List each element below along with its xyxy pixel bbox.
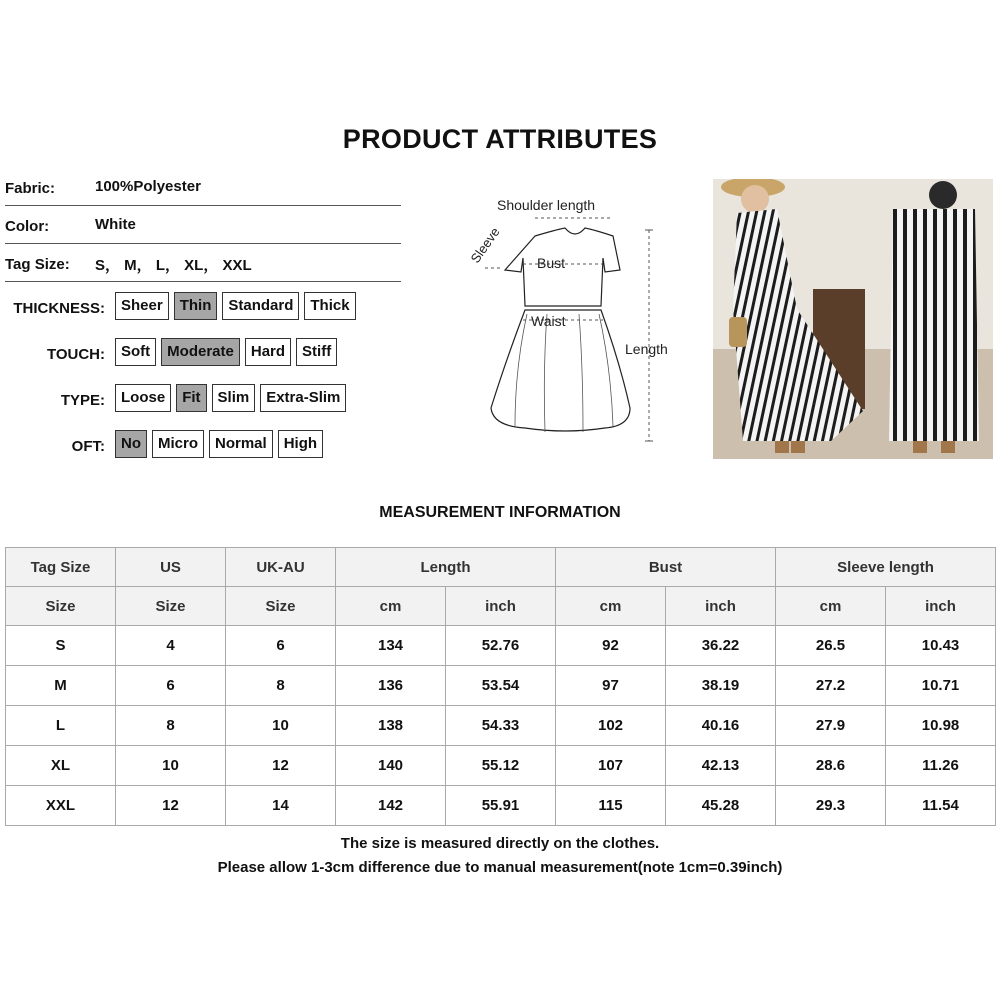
table-cell: 26.5 xyxy=(776,626,886,666)
table-cell: 10.43 xyxy=(886,626,996,666)
shoulder-label: Shoulder length xyxy=(497,197,596,213)
table-cell: 55.91 xyxy=(446,786,556,826)
subheader-cell: inch xyxy=(886,587,996,626)
table-cell: 12 xyxy=(116,786,226,826)
table-cell: 134 xyxy=(336,626,446,666)
table-cell: 11.26 xyxy=(886,746,996,786)
length-label: Length xyxy=(625,341,668,357)
table-cell: 140 xyxy=(336,746,446,786)
oft-options xyxy=(115,430,323,458)
option-normal: Normal xyxy=(209,430,273,458)
bust-label: Bust xyxy=(537,255,566,271)
option-thin-selected: Thin xyxy=(174,292,218,320)
header-cell: Length xyxy=(336,548,556,587)
option-micro: Micro xyxy=(152,430,204,458)
option-stiff: Stiff xyxy=(296,338,337,366)
option-moderate-selected: Moderate xyxy=(161,338,240,366)
type-options xyxy=(115,384,346,412)
page-title: PRODUCT ATTRIBUTES xyxy=(342,124,658,154)
attr-label: THICKNESS: xyxy=(13,300,105,317)
info-label: Fabric: xyxy=(5,180,56,197)
table-cell: 38.19 xyxy=(666,666,776,706)
table-cell: 27.9 xyxy=(776,706,886,746)
table-cell: XXL xyxy=(6,786,116,826)
sleeve-label: Sleeve xyxy=(467,224,503,266)
table-cell: 6 xyxy=(116,666,226,706)
thickness-options xyxy=(115,292,356,320)
table-cell: 138 xyxy=(336,706,446,746)
basic-info xyxy=(5,168,401,282)
info-row-color xyxy=(5,206,401,244)
dress-right xyxy=(889,209,979,441)
note-measured: The size is measured directly on the clothes. xyxy=(340,835,660,852)
measurement-table xyxy=(5,547,996,826)
table-cell: 8 xyxy=(116,706,226,746)
subheader-cell: cm xyxy=(556,587,666,626)
table-row xyxy=(6,706,996,746)
header-cell: Sleeve length xyxy=(776,548,996,587)
info-label: Tag Size: xyxy=(5,256,70,273)
measurement-title: MEASUREMENT INFORMATION xyxy=(379,504,621,521)
info-row-tag-size xyxy=(5,244,401,282)
option-high: High xyxy=(278,430,323,458)
table-cell: 142 xyxy=(336,786,446,826)
option-sheer: Sheer xyxy=(115,292,169,320)
model-head-left xyxy=(741,185,769,213)
table-cell: 52.76 xyxy=(446,626,556,666)
size-diagram xyxy=(455,188,695,458)
attr-label: OFT: xyxy=(71,438,105,455)
info-value: 100%Polyester xyxy=(95,178,201,195)
attr-row-type xyxy=(0,384,105,414)
table-cell: 97 xyxy=(556,666,666,706)
subheader-cell: cm xyxy=(336,587,446,626)
table-cell: 8 xyxy=(226,666,336,706)
attr-label: TOUCH: xyxy=(46,346,105,363)
table-row xyxy=(6,666,996,706)
info-row-fabric xyxy=(5,168,401,206)
info-value: S， M， L， XL， XXL xyxy=(95,257,252,274)
table-cell: 107 xyxy=(556,746,666,786)
table-cell: 10.71 xyxy=(886,666,996,706)
note-difference: Please allow 1-3cm difference due to manual measurement(note 1cm=0.39inch) xyxy=(217,859,783,876)
table-cell: 102 xyxy=(556,706,666,746)
model-head-right xyxy=(929,181,957,209)
handbag xyxy=(729,317,747,347)
touch-options xyxy=(115,338,337,366)
attr-row-oft xyxy=(0,430,105,460)
option-fit-selected: Fit xyxy=(176,384,206,412)
option-thick: Thick xyxy=(304,292,355,320)
table-cell: 36.22 xyxy=(666,626,776,666)
subheader-cell: Size xyxy=(116,587,226,626)
header-cell: Bust xyxy=(556,548,776,587)
option-loose: Loose xyxy=(115,384,171,412)
subheader-cell: inch xyxy=(446,587,556,626)
option-slim: Slim xyxy=(212,384,256,412)
header-cell: US xyxy=(116,548,226,587)
table-row xyxy=(6,626,996,666)
table-cell: 10.98 xyxy=(886,706,996,746)
table-cell: 14 xyxy=(226,786,336,826)
table-row xyxy=(6,746,996,786)
table-cell: 10 xyxy=(116,746,226,786)
option-hard: Hard xyxy=(245,338,291,366)
product-photo xyxy=(713,179,993,459)
table-cell: 28.6 xyxy=(776,746,886,786)
table-cell: 12 xyxy=(226,746,336,786)
table-cell: 29.3 xyxy=(776,786,886,826)
option-extra-slim: Extra-Slim xyxy=(260,384,346,412)
subheader-cell: inch xyxy=(666,587,776,626)
table-cell: 42.13 xyxy=(666,746,776,786)
table-cell: 4 xyxy=(116,626,226,666)
table-cell: 115 xyxy=(556,786,666,826)
table-cell: 136 xyxy=(336,666,446,706)
table-cell: 45.28 xyxy=(666,786,776,826)
attr-row-thickness xyxy=(0,292,105,322)
header-cell: Tag Size xyxy=(6,548,116,587)
table-cell: M xyxy=(6,666,116,706)
subheader-cell: Size xyxy=(6,587,116,626)
waist-label: Waist xyxy=(531,313,566,329)
table-row xyxy=(6,786,996,826)
table-header-row xyxy=(6,548,996,587)
info-label: Color: xyxy=(5,218,50,235)
option-soft: Soft xyxy=(115,338,156,366)
info-value: White xyxy=(95,216,136,233)
subheader-cell: Size xyxy=(226,587,336,626)
table-cell: 55.12 xyxy=(446,746,556,786)
table-cell: 40.16 xyxy=(666,706,776,746)
table-cell: 54.33 xyxy=(446,706,556,746)
attr-row-touch xyxy=(0,338,105,368)
table-cell: 11.54 xyxy=(886,786,996,826)
header-cell: UK-AU xyxy=(226,548,336,587)
subheader-cell: cm xyxy=(776,587,886,626)
option-standard: Standard xyxy=(222,292,299,320)
table-cell: 27.2 xyxy=(776,666,886,706)
table-cell: L xyxy=(6,706,116,746)
table-cell: XL xyxy=(6,746,116,786)
table-cell: 6 xyxy=(226,626,336,666)
table-cell: 92 xyxy=(556,626,666,666)
table-cell: S xyxy=(6,626,116,666)
option-no-selected: No xyxy=(115,430,147,458)
table-cell: 10 xyxy=(226,706,336,746)
table-cell: 53.54 xyxy=(446,666,556,706)
attr-label: TYPE: xyxy=(60,392,105,409)
table-subheader-row xyxy=(6,587,996,626)
